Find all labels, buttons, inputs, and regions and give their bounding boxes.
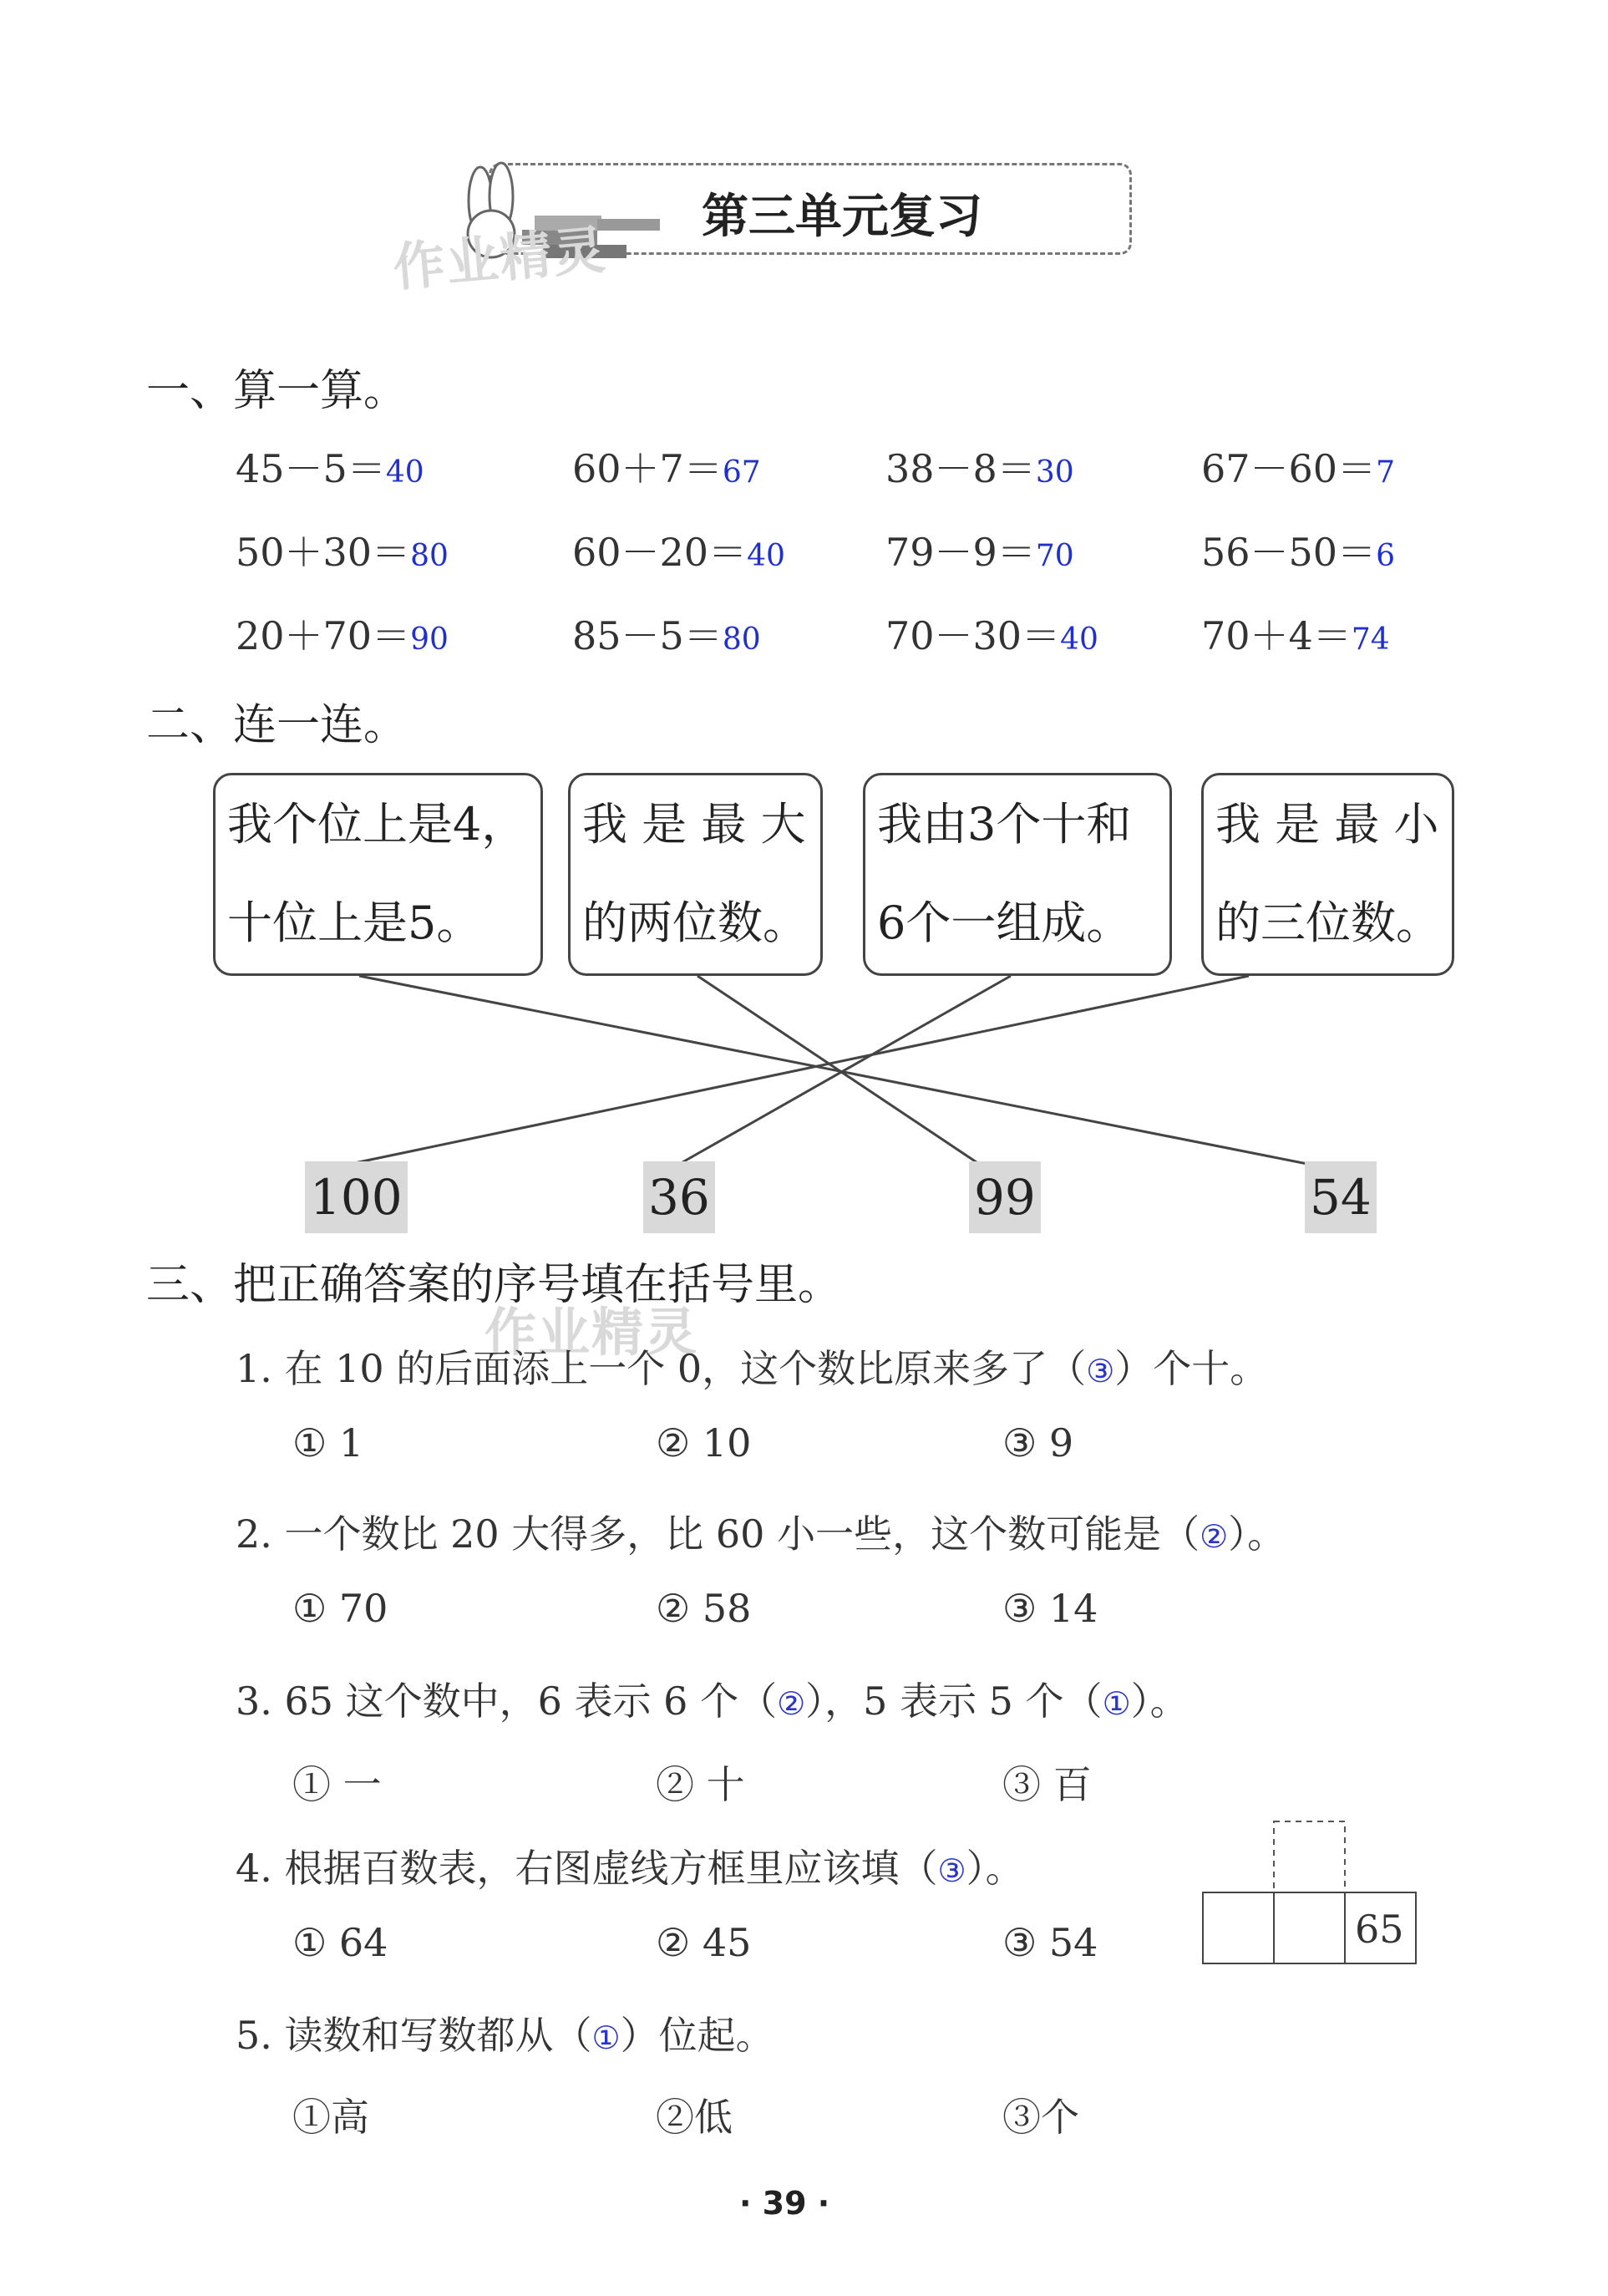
calc-item: 79－9＝70 — [885, 530, 1074, 575]
section2-heading: 二、连一连。 — [146, 700, 408, 750]
option: ① 1 — [292, 1420, 364, 1465]
match-card: 我 是 最 大 的两位数。 — [568, 773, 823, 976]
page-number: · 39 · — [739, 2185, 830, 2222]
number-box: 100 — [305, 1161, 408, 1233]
question-4: 4. 根据百数表，右图虚线方框里应该填（③）。 — [236, 1846, 1024, 1891]
calc-item: 60＋7＝67 — [572, 446, 761, 491]
match-card: 我由3个十和 6个一组成。 — [863, 773, 1172, 976]
dashed-answer-box — [1274, 1821, 1345, 1892]
calc-item: 60－20＝40 — [572, 530, 785, 575]
section3-heading: 三、把正确答案的序号填在括号里。 — [146, 1260, 842, 1310]
option: ② 十 — [656, 1762, 745, 1807]
line-card2-to-99 — [697, 976, 982, 1166]
line-card3-to-36 — [677, 976, 1011, 1166]
calc-item: 56－50＝6 — [1201, 530, 1395, 575]
calc-item: 85－5＝80 — [572, 613, 761, 658]
option: ①高 — [292, 2095, 369, 2140]
option: ②低 — [656, 2095, 733, 2140]
question-3: 3. 65 这个数中，6 表示 6 个（②），5 表示 5 个（①）。 — [236, 1679, 1189, 1724]
line-card4-to-100 — [342, 976, 1249, 1166]
option: ① 一 — [292, 1762, 382, 1807]
option: ③ 54 — [1002, 1920, 1098, 1965]
option: ② 45 — [656, 1920, 752, 1965]
option: ① 70 — [292, 1586, 388, 1631]
number-box: 36 — [643, 1161, 715, 1233]
option: ③个 — [1002, 2095, 1079, 2140]
calc-item: 70－30＝40 — [885, 613, 1098, 658]
question-5: 5. 读数和写数都从（①）位起。 — [236, 2013, 774, 2058]
hundred-chart-grid — [1190, 1817, 1424, 1984]
calc-item: 45－5＝40 — [236, 446, 424, 491]
calc-item: 70＋4＝74 — [1201, 613, 1390, 658]
option: ② 58 — [656, 1586, 752, 1631]
option: ③ 百 — [1002, 1762, 1092, 1807]
option: ② 10 — [656, 1420, 752, 1465]
option: ③ 9 — [1002, 1420, 1074, 1465]
number-box: 54 — [1305, 1161, 1377, 1233]
section1-heading: 一、算一算。 — [146, 366, 408, 416]
option: ① 64 — [292, 1920, 388, 1965]
watermark-middle: 作业精灵 — [484, 1302, 699, 1363]
match-card: 我 是 最 小 的三位数。 — [1201, 773, 1454, 976]
calc-item: 20＋70＝90 — [236, 613, 449, 658]
calc-item: 67－60＝7 — [1201, 446, 1395, 491]
page-title: 第三单元复习 — [702, 190, 982, 244]
number-box: 99 — [969, 1161, 1041, 1233]
match-card: 我个位上是4， 十位上是5。 — [213, 773, 543, 976]
calc-item: 50＋30＝80 — [236, 530, 449, 575]
calc-item: 38－8＝30 — [885, 446, 1074, 491]
option: ③ 14 — [1002, 1586, 1098, 1631]
watermark-top: 作业精灵 — [390, 218, 610, 298]
grid-value: 65 — [1355, 1907, 1404, 1952]
question-1: 1. 在 10 的后面添上一个 0，这个数比原来多了（③）个十。 — [236, 1346, 1269, 1391]
question-2: 2. 一个数比 20 大得多，比 60 小一些，这个数可能是（②）。 — [236, 1511, 1286, 1557]
